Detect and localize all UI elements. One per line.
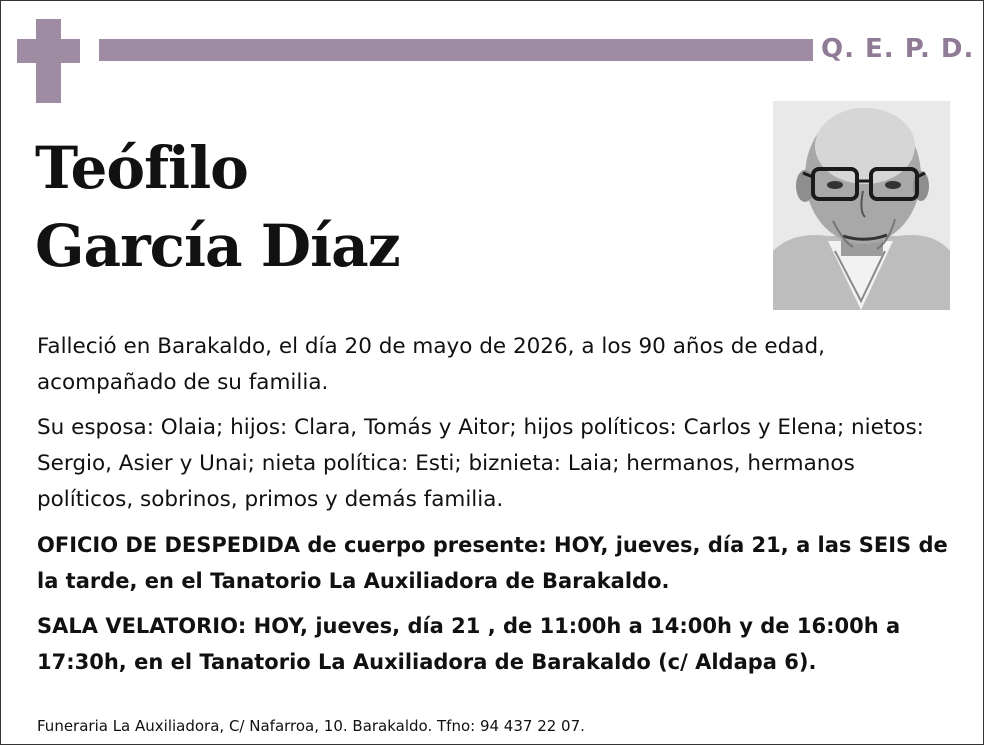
- funeral-home-footer: Funeraria La Auxiliadora, C/ Nafarroa, 10. Barakaldo. Tfno: 94 437 22 07.: [37, 717, 585, 735]
- deceased-surname: García Díaz: [35, 212, 400, 280]
- deceased-first-name: Teófilo: [35, 134, 248, 202]
- death-notice-paragraph: Falleció en Barakaldo, el día 20 de mayo de 2026, a los 90 años de edad, acompañado de su familia.: [37, 334, 825, 395]
- deceased-photo: [773, 101, 950, 310]
- obituary-body: [37, 329, 952, 689]
- velatorio-paragraph: SALA VELATORIO: HOY, jueves, día 21 , de 11:00h a 14:00h y de 16:00h a 17:30h, en el Tanatorio La Auxiliadora de Barakaldo (c/ Aldapa 6).: [37, 614, 901, 674]
- qepd-label: Q. E. P. D.: [821, 34, 975, 64]
- portrait-illustration: [773, 101, 950, 310]
- oficio-paragraph: OFICIO DE DESPEDIDA de cuerpo presente: HOY, jueves, día 21, a las SEIS de la tarde, en el Tanatorio La Auxiliadora de Barakaldo.: [37, 533, 948, 593]
- deceased-name: [35, 129, 400, 285]
- family-paragraph: Su esposa: Olaia; hijos: Clara, Tomás y Aitor; hijos políticos: Carlos y Elena; nietos: Sergio, Asier y Unai; nieta política: Esti; biznieta: Laia; hermanos, hermanos políticos, sobrinos, primos y demás familia.: [37, 415, 924, 512]
- cross-horizontal-bar: [17, 39, 80, 63]
- header-rule: [99, 39, 813, 61]
